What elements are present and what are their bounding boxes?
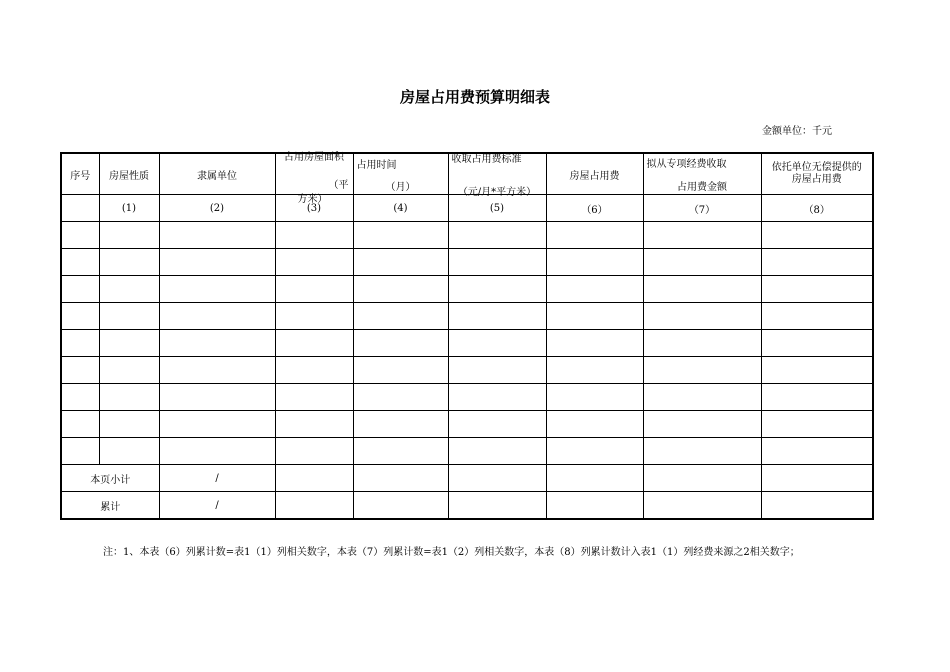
page-title: 房屋占用费预算明细表 [399,88,550,106]
header-occupied-time [353,153,448,195]
table-cell[interactable] [761,303,873,330]
table-cell[interactable] [353,411,448,438]
header-fee-standard [448,153,546,198]
table-cell[interactable] [61,411,99,438]
header-special-line2: 占用费金额 [677,182,727,193]
table-cell[interactable] [761,384,873,411]
table-cell[interactable] [761,438,873,465]
table-cell[interactable] [448,249,546,276]
table-cell[interactable] [761,411,873,438]
table-cell[interactable] [159,276,275,303]
table-cell[interactable] [275,249,353,276]
table-cell[interactable] [99,303,159,330]
table-cell[interactable] [643,222,761,249]
table-cell[interactable] [159,330,275,357]
table-cell[interactable] [448,276,546,303]
table-cell[interactable] [275,276,353,303]
header-std-line2: （元/月*平方米） [457,187,537,198]
table-cell[interactable] [275,438,353,465]
table-cell[interactable] [643,492,761,520]
header-occupied-area [275,152,353,205]
table-row [61,384,873,411]
subtotal-slash: / [159,465,275,492]
table-cell[interactable] [99,438,159,465]
table-cell[interactable] [99,411,159,438]
table-cell[interactable] [448,222,546,249]
table-cell[interactable] [61,276,99,303]
table-cell[interactable] [761,492,873,520]
table-cell[interactable] [546,303,643,330]
table-row [61,438,873,465]
table-cell[interactable] [61,384,99,411]
table-cell[interactable] [353,276,448,303]
subtotal-row [61,465,873,492]
table-cell[interactable] [546,384,643,411]
table-cell[interactable] [546,222,643,249]
header-row [61,153,873,195]
table-cell[interactable] [353,303,448,330]
table-cell[interactable] [761,222,873,249]
col-number-3: (3) [275,195,353,222]
table-cell[interactable] [99,276,159,303]
table-cell[interactable] [353,330,448,357]
table-cell[interactable] [275,384,353,411]
table-cell[interactable] [99,357,159,384]
table-cell[interactable] [275,222,353,249]
table-cell[interactable] [761,249,873,276]
table-cell[interactable] [275,330,353,357]
header-time-line1: 占用时间 [356,160,397,171]
header-affiliated-unit: 隶属单位 [159,153,275,195]
header-entrust-line2: 房屋占用费 [791,174,842,185]
footnote: 注：1、本表（6）列累计数=表1（1）列相关数字，本表（7）列累计数=表1（2）列相关数字，本表（8）列累计数计入表1（1）列经费来源之2相关数字； [103,547,800,558]
table-cell[interactable] [99,384,159,411]
table-cell[interactable] [353,249,448,276]
table-cell[interactable] [546,357,643,384]
table-cell[interactable] [353,465,448,492]
table-cell[interactable] [546,276,643,303]
table-cell[interactable] [643,438,761,465]
header-area-line1: 占用房屋面积 [284,152,344,163]
col-number-6: （6） [546,195,643,222]
table-cell[interactable] [159,249,275,276]
table-cell[interactable] [99,222,159,249]
table-cell[interactable] [448,411,546,438]
table-cell[interactable] [275,492,353,520]
header-house-nature: 房屋性质 [99,153,159,195]
budget-detail-table [60,152,874,520]
header-area-line3: 方米） [297,194,328,205]
table-cell[interactable] [643,303,761,330]
col-number-2: (2) [159,195,275,222]
table-cell[interactable] [448,330,546,357]
table-row [61,357,873,384]
header-entrust-line1: 依托单位无偿提供的 [771,162,862,173]
table-cell[interactable] [643,276,761,303]
table-cell[interactable] [643,411,761,438]
amount-unit-label: 金额单位：千元 [762,126,832,137]
table-cell[interactable] [448,492,546,520]
header-std-line1: 收取占用费标准 [451,154,522,165]
col-number-1: (1) [99,195,159,222]
table-cell[interactable] [159,438,275,465]
table-cell[interactable] [546,438,643,465]
table-cell[interactable] [546,411,643,438]
table-cell[interactable] [159,303,275,330]
table-row [61,276,873,303]
table-cell[interactable] [353,357,448,384]
table-cell[interactable] [61,357,99,384]
total-slash: / [159,492,275,520]
col-number-8: （8） [761,195,873,222]
table-cell[interactable] [448,384,546,411]
table-cell[interactable] [61,438,99,465]
table-cell[interactable] [275,357,353,384]
header-area-line2: （平 [328,180,349,191]
table-cell[interactable] [546,465,643,492]
header-time-line2: （月） [385,182,416,193]
table-row [61,222,873,249]
table-cell[interactable] [761,276,873,303]
table-cell[interactable] [546,249,643,276]
table-cell[interactable] [353,384,448,411]
table-cell[interactable] [61,222,99,249]
header-seq: 序号 [61,153,99,195]
table-cell[interactable] [448,465,546,492]
table-cell[interactable] [448,303,546,330]
table-cell[interactable] [448,438,546,465]
header-special-line1: 拟从专项经费收取 [646,159,727,170]
table-row [61,411,873,438]
table-cell[interactable] [61,303,99,330]
header-special-fund [643,153,761,195]
subtotal-label: 本页小计 [61,465,159,492]
col-number-blank [61,195,99,222]
total-label: 累计 [61,492,159,520]
table-cell[interactable] [643,465,761,492]
table-cell[interactable] [643,384,761,411]
table-cell[interactable] [275,303,353,330]
table-cell[interactable] [275,465,353,492]
total-row [61,492,873,520]
table-cell[interactable] [275,411,353,438]
table-row [61,249,873,276]
col-number-4: (4) [353,195,448,222]
table-cell[interactable] [353,492,448,520]
table-cell[interactable] [159,357,275,384]
table-cell[interactable] [99,330,159,357]
header-house-fee: 房屋占用费 [546,153,643,195]
column-number-row [61,195,873,222]
table-cell[interactable] [159,384,275,411]
table-cell[interactable] [643,357,761,384]
table-cell[interactable] [353,438,448,465]
col-number-5: (5) [448,195,546,222]
table-cell[interactable] [159,411,275,438]
table-cell[interactable] [643,249,761,276]
table-cell[interactable] [61,330,99,357]
table-row [61,330,873,357]
table-cell[interactable] [546,330,643,357]
table-cell[interactable] [546,492,643,520]
table-cell[interactable] [761,465,873,492]
table-cell[interactable] [643,330,761,357]
table-row [61,303,873,330]
table-cell[interactable] [159,222,275,249]
table-cell[interactable] [761,357,873,384]
table-cell[interactable] [353,222,448,249]
col-number-7: （7） [643,195,761,222]
table-cell[interactable] [761,330,873,357]
table-cell[interactable] [99,249,159,276]
table-cell[interactable] [448,357,546,384]
header-entrusted-free [761,153,873,195]
table-cell[interactable] [61,249,99,276]
